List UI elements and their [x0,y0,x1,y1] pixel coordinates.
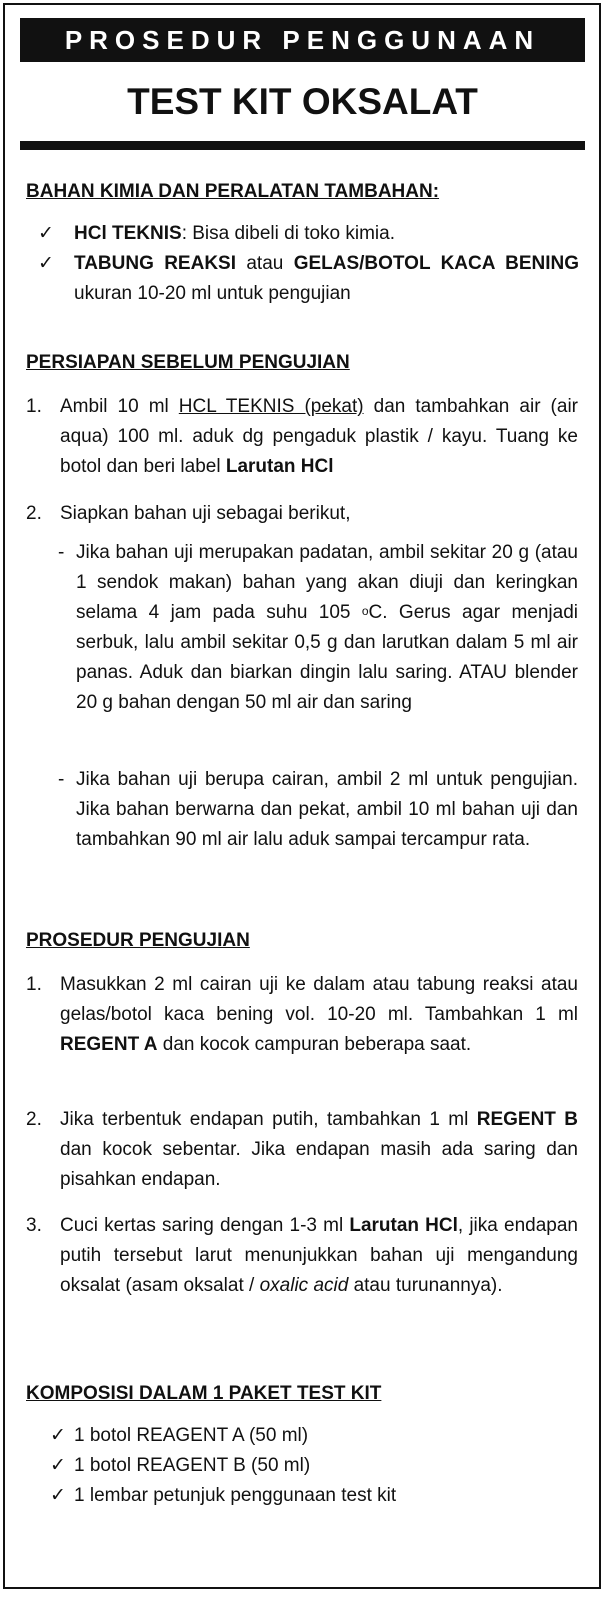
list-item: ✓ 1 botol REAGENT B (50 ml) [74,1451,579,1481]
checkmark-icon: ✓ [38,253,54,274]
banner-title: PROSEDUR PENGGUNAAN [20,18,585,62]
section-heading-prosedur: PROSEDUR PENGUJIAN [26,930,250,951]
section-heading-persiapan: PERSIAPAN SEBELUM PENGUJIAN [26,352,350,373]
list-item: 2. Siapkan bahan uji sebagai berikut, [60,499,578,529]
item-number: 1. [26,396,42,417]
item-number: 2. [26,503,42,524]
list-item: 2. Jika terbentuk endapan putih, tambahkan 1 ml REGENT B dan kocok sebentar. Jika endapan masih ada saring dan pisahkan endapan. [60,1105,578,1195]
page-title: TEST KIT OKSALAT [127,81,478,122]
dash-bullet: - [58,769,65,790]
list-item: ✓ 1 lembar petunjuk penggunaan test kit [74,1481,579,1511]
checkmark-icon: ✓ [38,223,54,244]
list-item: 1. Masukkan 2 ml cairan uji ke dalam atau tabung reaksi atau gelas/botol kaca bening vol. 10-20 ml. Tambahkan 1 ml REGENT A dan kocok campuran beberapa saat. [60,970,578,1060]
sub-list-item: - Jika bahan uji merupakan padatan, ambil sekitar 20 g (atau 1 sendok makan) bahan yang akan diuji dan keringkan selama 4 jam pada suhu 105 $^o$C. Gerus agar menjadi serbuk, lalu ambil sekitar 0,5 g dan larutkan dalam 5 ml air panas. Aduk dan biarkan dingin lalu saring. ATAU blender 20 g bahan dengan 50 ml air dan saring [76,538,578,718]
item-number: 1. [26,974,42,995]
item-number: 3. [26,1215,42,1236]
section-heading-bahan: BAHAN KIMIA DAN PERALATAN TAMBAHAN: [26,181,440,202]
list-item: ✓ HCl TEKNIS: Bisa dibeli di toko kimia. [74,219,579,249]
checkmark-icon: ✓ [50,1425,66,1446]
sub-list-item: - Jika bahan uji berupa cairan, ambil 2 ml untuk pengujian. Jika bahan berwarna dan pekat, ambil 10 ml bahan uji dan tambahkan 90 ml air lalu aduk sampai tercampur rata. [76,765,578,855]
dash-bullet: - [58,542,65,563]
list-item: 1. Ambil 10 ml HCL TEKNIS (pekat) dan tambahkan air (air aqua) 100 ml. aduk dg pengaduk plastik / kayu. Tuang ke botol dan beri label Larutan HCl [60,392,578,482]
checkmark-icon: ✓ [50,1455,66,1476]
section-heading-komposisi: KOMPOSISI DALAM 1 PAKET TEST KIT [26,1383,382,1404]
title-divider [20,141,585,150]
list-item: ✓ TABUNG REAKSI atau GELAS/BOTOL KACA BENING ukuran 10-20 ml untuk pengujian [74,249,579,309]
item-number: 2. [26,1109,42,1130]
list-item: 3. Cuci kertas saring dengan 1-3 ml Larutan HCl, jika endapan putih tersebut larut menunjukkan bahan uji mengandung oksalat (asam oksalat / oxalic acid atau turunannya). [60,1211,578,1301]
checkmark-icon: ✓ [50,1485,66,1506]
list-item: ✓ 1 botol REAGENT A (50 ml) [74,1421,579,1451]
